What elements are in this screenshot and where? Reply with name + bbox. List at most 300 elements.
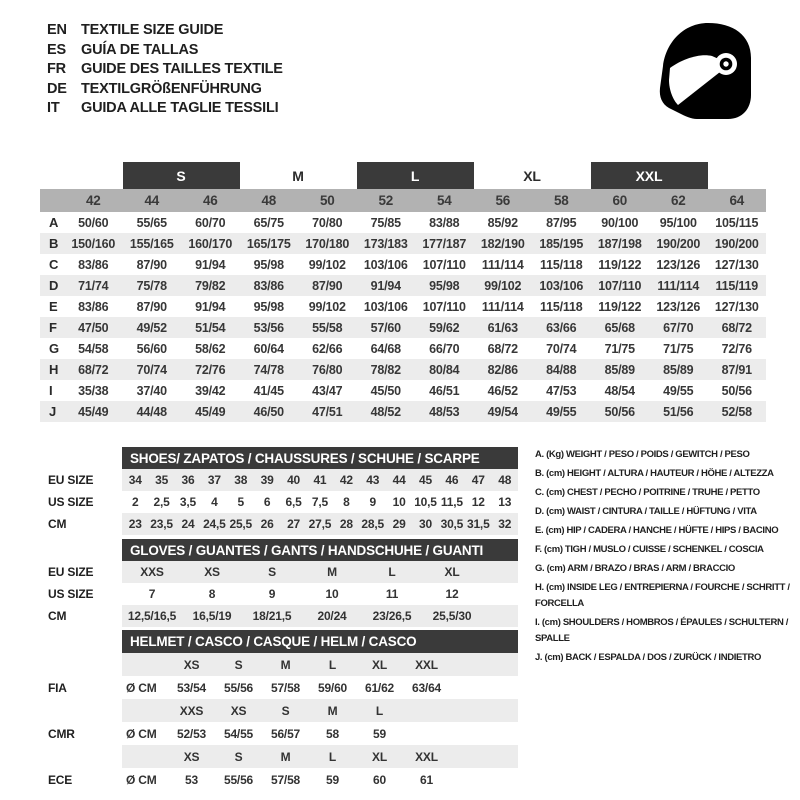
- legend-entry: B. (cm) HEIGHT / ALTURA / HAUTEUR / HÖHE / ALTEZZA: [535, 468, 774, 479]
- size-cell: 58: [326, 726, 339, 741]
- size-cell: 68/72: [708, 317, 767, 338]
- language-title: GUÍA DE TALLAS: [81, 41, 199, 58]
- size-cell: 71/75: [604, 341, 635, 356]
- size-cell: 63/66: [532, 317, 591, 338]
- size-cell: 71/75: [663, 341, 694, 356]
- helmet-size-header: L: [309, 745, 356, 768]
- size-cell: 48/54: [604, 383, 635, 398]
- size-cell: 190/200: [708, 233, 767, 254]
- size-cell: 23: [122, 513, 148, 535]
- size-cell: 49/52: [123, 317, 182, 338]
- size-cell: 177/187: [415, 233, 474, 254]
- size-column-header: 58: [532, 189, 591, 212]
- legend-entry: E. (cm) HIP / CADERA / HANCHE / HÜFTE / HIPS / BACINO: [535, 525, 779, 536]
- language-entry: [47, 99, 283, 119]
- size-cell: 111/114: [649, 275, 708, 296]
- size-cell: 72/76: [721, 341, 752, 356]
- size-cell: 11,5: [440, 495, 463, 509]
- size-cell: 107/110: [422, 257, 466, 272]
- size-cell: 29: [386, 513, 412, 535]
- helmet-size-header: XXL: [403, 653, 450, 676]
- diameter-label: Ø CM: [126, 680, 157, 695]
- size-cell: 16,5/19: [182, 605, 242, 627]
- size-cell: 83/88: [429, 215, 460, 230]
- size-cell: 13: [498, 495, 512, 509]
- size-cell: 55/56: [223, 772, 254, 787]
- size-cell: 39/42: [195, 383, 226, 398]
- size-cell: 46/52: [487, 383, 518, 398]
- row-label: EU SIZE: [40, 561, 122, 583]
- size-cell: 63/64: [411, 680, 442, 695]
- size-cell: 115/118: [540, 257, 583, 272]
- gloves-size-table: [40, 539, 518, 627]
- helmet-size-header: L: [356, 699, 403, 722]
- legend-entry: C. (cm) CHEST / PECHO / POITRINE / TRUHE / PETTO: [535, 487, 760, 498]
- size-column-header: 48: [240, 189, 299, 212]
- empty-cell: [40, 653, 122, 676]
- size-cell: 150/160: [64, 233, 123, 254]
- size-cell: 95/98: [253, 299, 284, 314]
- size-column-header: 42: [64, 189, 123, 212]
- size-cell: 27: [280, 513, 306, 535]
- helmet-size-header: L: [309, 653, 356, 676]
- size-cell: 107/110: [591, 275, 650, 296]
- section-header-row: [40, 539, 518, 561]
- size-cell: 51/54: [181, 317, 240, 338]
- measurement-legend: [535, 447, 797, 669]
- diameter-label: Ø CM: [126, 726, 157, 741]
- size-column-header: 64: [708, 189, 767, 212]
- row-letter: H: [40, 359, 64, 380]
- empty-cell: [482, 583, 518, 605]
- helmet-data-row: [40, 722, 518, 745]
- size-cell: 56/57: [270, 726, 301, 741]
- language-entry: [47, 21, 283, 41]
- size-cell: 75/85: [370, 215, 401, 230]
- size-cell: 61/62: [364, 680, 395, 695]
- size-cell: 127/130: [714, 257, 759, 272]
- language-entry: [47, 41, 283, 61]
- container: [40, 630, 518, 653]
- size-cell: 65/68: [591, 317, 650, 338]
- size-column-header: 44: [123, 189, 182, 212]
- size-cell: L: [362, 561, 422, 583]
- size-cell: 6: [263, 495, 271, 509]
- size-cell: 85/89: [649, 359, 708, 380]
- legend-entry: G. (cm) ARM / BRAZO / BRAS / ARM / BRACCIO: [535, 563, 735, 574]
- gloves-row: [40, 605, 518, 627]
- language-title-list: [47, 21, 283, 119]
- empty-cell: [450, 768, 518, 791]
- row-label: CM: [40, 513, 122, 535]
- size-cell: 4: [211, 495, 218, 509]
- size-cell: 47/50: [64, 317, 123, 338]
- size-cell: 48: [491, 469, 518, 491]
- section-header-row: [40, 447, 518, 469]
- empty-cell: [40, 630, 122, 653]
- legend-entry: J. (cm) BACK / ESPALDA / DOS / ZURÜCK / INDIETRO: [535, 652, 761, 663]
- helmet-size-header: M: [262, 745, 309, 768]
- size-cell: 46/51: [429, 383, 460, 398]
- size-cell: 49/55: [663, 383, 694, 398]
- size-cell: 53: [185, 772, 198, 787]
- size-cell: 57/58: [270, 772, 301, 787]
- row-letter: B: [40, 233, 64, 254]
- helmet-size-header: XS: [168, 745, 215, 768]
- empty-cell: [40, 447, 122, 469]
- size-cell: 12: [445, 587, 459, 601]
- helmet-size-header: M: [309, 699, 356, 722]
- size-cell: 51/56: [649, 401, 708, 422]
- size-cell: 45/50: [370, 383, 401, 398]
- measurement-row: [40, 296, 766, 317]
- size-cell: 26: [254, 513, 280, 535]
- measurement-row: [40, 317, 766, 338]
- size-cell: 85/92: [487, 215, 518, 230]
- helmet-size-header: XXL: [403, 745, 450, 768]
- size-cell: 119/122: [598, 299, 642, 314]
- size-cell: 123/126: [656, 257, 701, 272]
- helmet-size-table: [40, 630, 518, 791]
- empty-cell: [40, 699, 122, 722]
- shoes-row: [40, 491, 518, 513]
- size-cell: 67/70: [649, 317, 708, 338]
- size-cell: 95/100: [659, 215, 697, 230]
- size-cell: 49/55: [532, 401, 591, 422]
- size-cell: 50/56: [591, 401, 650, 422]
- row-letter: J: [40, 401, 64, 422]
- shoes-size-table: [40, 447, 518, 535]
- size-cell: 91/94: [195, 299, 226, 314]
- size-cell: 111/114: [481, 299, 524, 314]
- diameter-label: Ø CM: [126, 772, 157, 787]
- legend-entry: H. (cm) INSIDE LEG / ENTREPIERNA / FOURCHE / SCHRITT / FORCELLA: [535, 582, 790, 609]
- size-cell: 85/89: [591, 359, 650, 380]
- size-number-header-row: [40, 189, 766, 212]
- size-column-header: 54: [415, 189, 474, 212]
- standard-label: ECE: [40, 768, 122, 791]
- size-cell: 60/70: [195, 215, 226, 230]
- gloves-row: [40, 561, 518, 583]
- size-group-header-row: [40, 162, 766, 189]
- size-cell: 119/122: [598, 257, 642, 272]
- empty-cell: [482, 561, 518, 583]
- row-letter: D: [40, 275, 64, 296]
- size-cell: 59: [373, 726, 386, 741]
- measurement-row: [40, 359, 766, 380]
- size-cell: 36: [175, 469, 201, 491]
- container: [40, 653, 518, 791]
- size-cell: 9: [268, 587, 276, 601]
- size-cell: 103/106: [532, 275, 591, 296]
- size-cell: 99/102: [474, 275, 533, 296]
- helmet-sizes-row: [40, 699, 518, 722]
- size-group-label: L: [357, 162, 474, 189]
- language-code: ES: [47, 41, 66, 58]
- size-cell: 79/82: [181, 275, 240, 296]
- size-column-header: 50: [298, 189, 357, 212]
- size-cell: 105/115: [715, 215, 759, 230]
- size-cell: 6,5: [285, 495, 302, 509]
- size-cell: 35/38: [78, 383, 109, 398]
- measurement-row: [40, 338, 766, 359]
- size-cell: 87/90: [136, 257, 167, 272]
- container: [723, 61, 728, 66]
- legend-entry: D. (cm) WAIST / CINTURA / TAILLE / HÜFTUNG / VITA: [535, 506, 757, 517]
- size-cell: 185/195: [532, 233, 591, 254]
- helmet-icon: [648, 16, 760, 132]
- size-cell: 44: [386, 469, 412, 491]
- size-cell: 64/68: [370, 341, 401, 356]
- size-cell: XL: [422, 561, 482, 583]
- empty-cell: [40, 189, 64, 212]
- size-cell: 75/78: [123, 275, 182, 296]
- size-cell: 25,5/30: [422, 605, 482, 627]
- size-cell: 23,5: [148, 513, 174, 535]
- empty-cell: [122, 653, 168, 676]
- size-cell: 35: [148, 469, 174, 491]
- size-cell: 61: [420, 772, 433, 787]
- empty-cell: [450, 653, 518, 676]
- helmet-size-header: XL: [356, 653, 403, 676]
- size-cell: 47: [465, 469, 491, 491]
- language-entry: [47, 80, 283, 100]
- language-entry: [47, 60, 283, 80]
- size-cell: 65/75: [253, 215, 284, 230]
- size-cell: 45: [412, 469, 438, 491]
- helmet-size-header: XL: [356, 745, 403, 768]
- size-cell: 170/180: [298, 233, 357, 254]
- size-cell: 5: [237, 495, 244, 509]
- container: [40, 162, 766, 212]
- size-cell: 43/47: [312, 383, 343, 398]
- size-cell: 83/86: [78, 257, 109, 272]
- row-label: CM: [40, 605, 122, 627]
- language-code: EN: [47, 22, 67, 38]
- size-cell: 54/58: [78, 341, 109, 356]
- size-cell: 70/74: [546, 341, 577, 356]
- empty-cell: [40, 539, 122, 561]
- size-cell: 54/55: [223, 726, 254, 741]
- size-cell: 57/60: [357, 317, 416, 338]
- section-header-row: [40, 630, 518, 653]
- size-cell: 107/110: [422, 299, 466, 314]
- size-cell: 87/90: [136, 299, 167, 314]
- language-title: TEXTILE SIZE GUIDE: [81, 22, 224, 38]
- size-column-header: 46: [181, 189, 240, 212]
- standard-label: FIA: [40, 676, 122, 699]
- size-group-label: M: [292, 167, 304, 184]
- size-cell: 173/183: [357, 233, 416, 254]
- language-title: TEXTILGRÖßENFÜHRUNG: [81, 80, 262, 97]
- size-cell: 37: [201, 469, 227, 491]
- size-cell: 87/90: [298, 275, 357, 296]
- empty-cell: [40, 162, 64, 189]
- size-cell: 70/74: [123, 359, 182, 380]
- helmet-size-header: S: [215, 745, 262, 768]
- size-cell: 68/72: [487, 341, 518, 356]
- size-cell: 2,5: [153, 495, 170, 509]
- shoes-row: [40, 513, 518, 535]
- size-cell: 72/76: [181, 359, 240, 380]
- size-cell: 40: [280, 469, 306, 491]
- helmet-sizes-row: [40, 653, 518, 676]
- size-cell: 59: [326, 772, 339, 787]
- size-cell: 87/95: [546, 215, 577, 230]
- size-cell: 83/86: [240, 275, 299, 296]
- language-title: GUIDA ALLE TAGLIE TESSILI: [81, 100, 279, 116]
- helmet-data-row: [40, 676, 518, 699]
- legend-entry: A. (Kg) WEIGHT / PESO / POIDS / GEWITCH / PESO: [535, 449, 750, 460]
- helmet-data-row: [40, 768, 518, 791]
- size-cell: 45/49: [181, 401, 240, 422]
- size-cell: 91/94: [195, 257, 226, 272]
- gloves-section-title: GLOVES / GUANTES / GANTS / HANDSCHUHE / GUANTI: [122, 539, 518, 561]
- size-cell: 47/51: [298, 401, 357, 422]
- size-column-header: 62: [649, 189, 708, 212]
- empty-cell: [482, 605, 518, 627]
- language-code: IT: [47, 100, 60, 116]
- size-cell: 50/60: [78, 215, 109, 230]
- row-letter: I: [49, 383, 53, 398]
- size-cell: 57/58: [270, 680, 301, 695]
- size-cell: 55/58: [298, 317, 357, 338]
- size-cell: 41/45: [253, 383, 284, 398]
- size-cell: 83/86: [78, 299, 109, 314]
- helmet-size-header: XS: [168, 653, 215, 676]
- size-cell: 62/66: [312, 341, 343, 356]
- size-group-label: S: [123, 162, 240, 189]
- size-group-label: XXL: [591, 162, 708, 189]
- size-cell: 160/170: [181, 233, 240, 254]
- size-column-header: 56: [474, 189, 533, 212]
- container: [40, 561, 518, 627]
- row-letter: C: [49, 257, 59, 272]
- container: [40, 539, 518, 561]
- row-letter: E: [49, 299, 58, 314]
- size-cell: 71/74: [64, 275, 123, 296]
- size-cell: 47/53: [546, 383, 577, 398]
- size-cell: 27,5: [307, 513, 333, 535]
- size-cell: 7: [148, 587, 156, 601]
- size-cell: 70/80: [312, 215, 343, 230]
- size-cell: 24: [175, 513, 201, 535]
- row-letter: F: [40, 317, 64, 338]
- size-cell: 11: [385, 587, 399, 601]
- size-cell: 25,5: [228, 513, 254, 535]
- size-cell: 190/200: [649, 233, 708, 254]
- size-cell: 155/165: [123, 233, 182, 254]
- helmet-size-header: S: [215, 653, 262, 676]
- row-label: US SIZE: [40, 491, 122, 513]
- size-cell: 80/84: [415, 359, 474, 380]
- size-cell: 45/49: [64, 401, 123, 422]
- size-cell: 8: [208, 587, 216, 601]
- size-cell: 55/56: [223, 680, 254, 695]
- helmet-size-header: S: [262, 699, 309, 722]
- row-letter: A: [49, 215, 59, 230]
- empty-cell: [450, 722, 518, 745]
- size-cell: 2: [131, 495, 139, 509]
- size-cell: 60/64: [253, 341, 284, 356]
- size-cell: 10: [325, 587, 339, 601]
- size-cell: 103/106: [363, 257, 408, 272]
- empty-cell: [64, 162, 123, 189]
- size-cell: 78/82: [357, 359, 416, 380]
- gloves-row: [40, 583, 518, 605]
- garment-size-table: [40, 162, 766, 422]
- size-cell: 20/24: [302, 605, 362, 627]
- size-cell: XXS: [122, 561, 182, 583]
- size-cell: 84/88: [532, 359, 591, 380]
- legend-entry: F. (cm) TIGH / MUSLO / CUISSE / SCHENKEL / COSCIA: [535, 544, 764, 555]
- measurement-row: [40, 254, 766, 275]
- size-cell: 187/198: [591, 233, 650, 254]
- size-cell: 82/86: [474, 359, 533, 380]
- size-cell: 46: [439, 469, 465, 491]
- size-cell: 10,5: [414, 495, 437, 509]
- empty-cell: [450, 745, 518, 768]
- helmet-size-header: [403, 699, 450, 722]
- size-cell: S: [242, 561, 302, 583]
- size-cell: 46/50: [240, 401, 299, 422]
- helmet-size-header: XS: [215, 699, 262, 722]
- size-cell: [403, 722, 450, 745]
- empty-cell: [40, 745, 122, 768]
- shoes-section-title: SHOES/ ZAPATOS / CHAUSSURES / SCHUHE / SCARPE: [122, 447, 518, 469]
- empty-cell: [450, 699, 518, 722]
- size-cell: 60: [373, 772, 386, 787]
- size-cell: 115/119: [708, 275, 767, 296]
- size-cell: 99/102: [308, 257, 346, 272]
- language-code: FR: [47, 61, 66, 77]
- size-cell: 32: [491, 513, 518, 535]
- size-cell: 95/98: [415, 275, 474, 296]
- size-cell: 43: [360, 469, 386, 491]
- size-cell: M: [302, 561, 362, 583]
- empty-cell: [122, 699, 168, 722]
- size-cell: 49/54: [474, 401, 533, 422]
- size-cell: 61/63: [474, 317, 533, 338]
- size-cell: 90/100: [601, 215, 639, 230]
- size-cell: 165/175: [240, 233, 299, 254]
- size-cell: 55/65: [136, 215, 167, 230]
- size-cell: 127/130: [714, 299, 759, 314]
- size-cell: XS: [182, 561, 242, 583]
- size-column-header: 52: [357, 189, 416, 212]
- size-cell: 38: [228, 469, 254, 491]
- size-cell: 52/58: [708, 401, 767, 422]
- size-cell: 34: [122, 469, 148, 491]
- empty-cell: [122, 745, 168, 768]
- container: [40, 212, 766, 422]
- helmet-sizes-row: [40, 745, 518, 768]
- legend-entry: I. (cm) SHOULDERS / HOMBROS / ÉPAULES / SCHULTERN / SPALLE: [535, 617, 789, 644]
- language-code: DE: [47, 80, 67, 97]
- size-cell: 28: [333, 513, 359, 535]
- size-cell: 111/114: [481, 257, 524, 272]
- helmet-section-title: HELMET / CASCO / CASQUE / HELM / CASCO: [122, 630, 518, 653]
- size-cell: 103/106: [363, 299, 408, 314]
- size-cell: 10: [392, 495, 406, 509]
- row-letter: G: [49, 341, 59, 356]
- size-cell: 53/54: [176, 680, 207, 695]
- size-cell: 87/91: [708, 359, 767, 380]
- row-label: EU SIZE: [40, 469, 122, 491]
- size-cell: 12,5/16,5: [122, 605, 182, 627]
- size-cell: 37/40: [136, 383, 167, 398]
- size-cell: 59/62: [415, 317, 474, 338]
